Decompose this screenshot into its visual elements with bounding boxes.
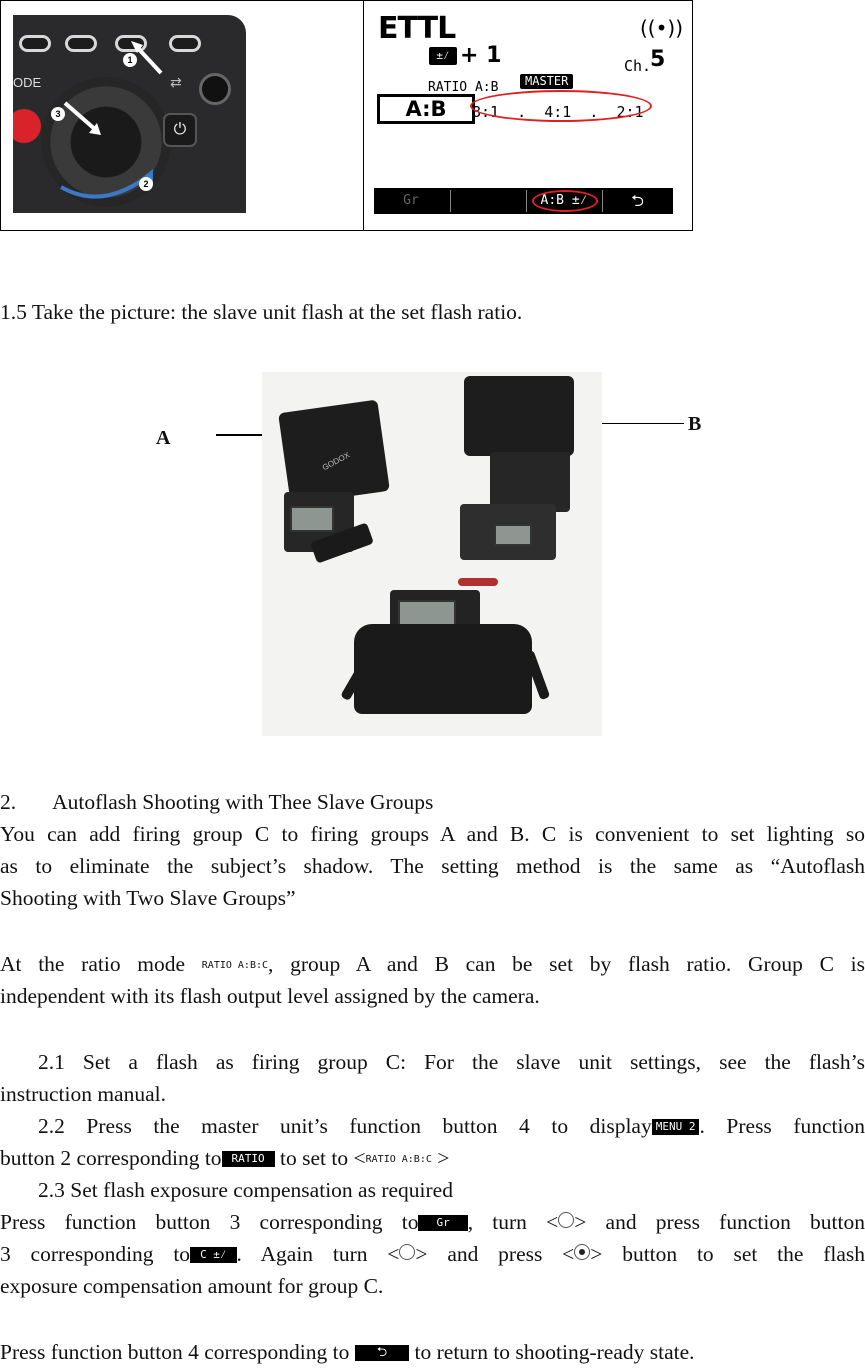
swap-icon: ⇄ — [170, 75, 182, 91]
gr-chip: Gr — [418, 1215, 467, 1231]
text-fragment: . Again turn < — [236, 1242, 400, 1266]
step-number-1: 1 — [123, 53, 137, 67]
menu2-chip: MENU 2 — [652, 1119, 700, 1135]
text-fragment: . Press function — [699, 1114, 865, 1138]
step-number-2: 2 — [139, 177, 153, 191]
step-2-3-line: 2.3 Set flash exposure compensation as required — [38, 1178, 453, 1202]
press-button-3-line-2 — [0, 1238, 865, 1270]
text-fragment: , group A and B can be set by flash ratio. Group C is — [268, 952, 865, 976]
step-arrows — [13, 15, 246, 213]
ratio-abc-indicator: RATIO A:B:C — [201, 960, 269, 971]
press-button-3-line — [0, 1206, 865, 1238]
flash-comp-icon: ±⁄ — [429, 47, 457, 65]
comp-chip: C ±⁄ — [190, 1247, 236, 1263]
text-fragment: 2.2 Press the master unit’s function button 4 to display — [38, 1114, 652, 1138]
text-fragment: > and press function button — [574, 1210, 865, 1234]
paragraph-line: as to eliminate the subject’s shadow. The setting method is the same as “Autoflash — [0, 854, 865, 878]
step-2-2-line — [38, 1110, 865, 1142]
camera-body — [354, 624, 532, 714]
softkey-2 — [450, 188, 524, 214]
section-2-number: 2. — [0, 790, 17, 814]
flash-comp-value: + 1 — [460, 43, 502, 68]
paragraph-line: You can add firing group C to firing groups A and B. C is convenient to set lighting so — [0, 822, 865, 846]
sync-cable — [458, 578, 498, 586]
ratio-abc-indicator: RATIO A:B:C — [365, 1154, 432, 1165]
softkey-3: A:B ±⁄ — [540, 193, 588, 208]
flash-a-head — [278, 399, 390, 504]
text-fragment: > and press < — [415, 1242, 575, 1266]
ratio-mode-line — [0, 948, 865, 982]
arrow-2 — [61, 175, 149, 197]
channel-value: 5 — [650, 47, 666, 72]
channel-label: Ch. — [624, 57, 652, 75]
text-fragment: , turn < — [467, 1210, 559, 1234]
text-fragment: Press function button 4 corresponding to — [0, 1340, 350, 1364]
ratio-options: 8:1 . 4:1 . 2:1 — [472, 103, 644, 121]
text-fragment: > button to set the flash — [590, 1242, 865, 1266]
mode-button-label: ODE — [13, 75, 42, 90]
return-icon: ⮌ — [631, 191, 644, 210]
dial-icon — [399, 1244, 415, 1260]
callout-line-b — [588, 423, 684, 424]
flash-setup-photo — [262, 372, 602, 736]
step-number-3: 3 — [51, 107, 65, 121]
paragraph-line: exposure compensation amount for group C. — [0, 1274, 384, 1298]
brand-label: GODOX — [320, 450, 352, 473]
return-chip: ⮌ — [355, 1345, 409, 1361]
flash-a-screen — [290, 506, 334, 532]
text-fragment: button 2 corresponding to — [0, 1146, 222, 1170]
step-2-1-line: 2.1 Set a flash as firing group C: For the slave unit settings, see the flash’s — [38, 1050, 865, 1074]
callout-label-a: A — [156, 427, 171, 449]
section-2-heading — [0, 786, 433, 818]
ratio-chip: RATIO — [222, 1151, 275, 1167]
step-2-2-line-2 — [0, 1142, 449, 1176]
text-fragment: to set to < — [274, 1146, 366, 1170]
lcd-mode: ETTL — [378, 11, 456, 46]
section-1-5-text: 1.5 Take the picture: the slave unit flash at the set flash ratio. — [0, 300, 523, 324]
power-icon: ⏻ — [163, 113, 197, 147]
ratio-label: RATIO A:B — [428, 80, 499, 95]
section-2-title: Autoflash Shooting with Thee Slave Groups — [52, 790, 434, 814]
softkey-1: Gr — [403, 193, 419, 208]
arrow-3 — [65, 103, 97, 131]
text-fragment: to return to shooting-ready state. — [409, 1340, 695, 1364]
return-line — [0, 1336, 695, 1368]
control-panel-photo — [13, 15, 246, 213]
text-fragment: At the ratio mode — [0, 952, 186, 976]
flash-b-screen — [494, 524, 532, 546]
text-fragment: 3 corresponding to — [0, 1242, 191, 1266]
lcd-screen — [374, 11, 684, 216]
table-divider — [363, 0, 364, 231]
group-selection-box: A:B — [377, 94, 475, 124]
wireless-icon: ((•)) — [640, 16, 684, 40]
paragraph-line: Shooting with Two Slave Groups” — [0, 886, 296, 910]
dial-icon — [558, 1212, 574, 1228]
set-button-icon — [574, 1244, 590, 1260]
flash-b-body — [490, 452, 570, 512]
flash-b-head — [464, 376, 574, 456]
ratio-highlight-ellipse — [470, 90, 652, 122]
paragraph-line: instruction manual. — [0, 1082, 166, 1106]
text-fragment: > — [431, 1146, 450, 1170]
text-fragment: Press function button 3 corresponding to — [0, 1210, 419, 1234]
softkey-3-highlight — [532, 190, 598, 212]
callout-label-b: B — [688, 413, 702, 435]
master-badge: MASTER — [520, 74, 573, 89]
paragraph-line: independent with its flash output level assigned by the camera. — [0, 984, 540, 1008]
